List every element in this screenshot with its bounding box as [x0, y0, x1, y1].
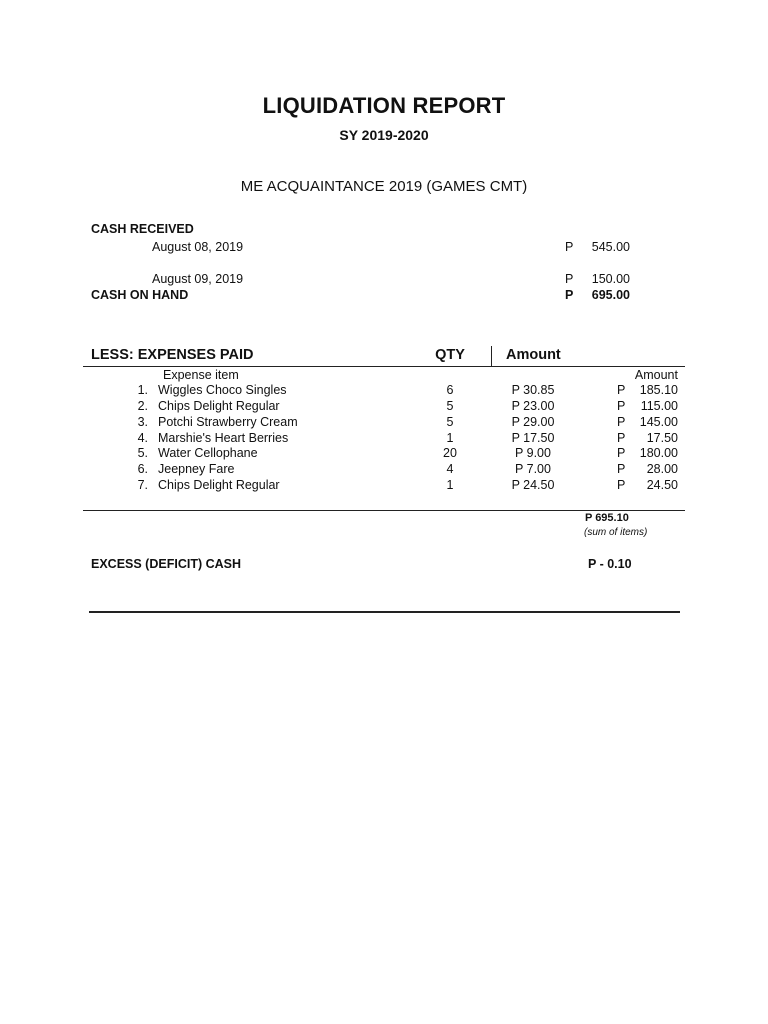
cash-received-currency: P: [565, 272, 574, 286]
cash-on-hand-currency: P: [565, 288, 574, 302]
item-amount: 145.00: [639, 415, 678, 429]
item-unit-price: P 30.85: [511, 383, 555, 397]
table-row: [0, 462, 768, 478]
item-unit-price: P 9.00: [515, 446, 551, 460]
expense-item-subheader: Expense item: [163, 368, 239, 382]
cash-on-hand-label: CASH ON HAND: [91, 288, 189, 302]
item-unit-price: P 17.50: [511, 431, 555, 445]
item-number: 6.: [137, 462, 148, 476]
table-bottom-rule: [83, 510, 685, 511]
item-currency: P: [617, 399, 626, 413]
item-number: 7.: [137, 478, 148, 492]
item-unit-price: P 24.50: [511, 478, 555, 492]
table-row: [0, 383, 768, 399]
cash-received-currency: P: [565, 240, 574, 254]
item-name: Potchi Strawberry Cream: [158, 415, 298, 429]
item-qty: 20: [443, 446, 457, 460]
item-currency: P: [617, 431, 626, 445]
item-qty: 1: [446, 478, 454, 492]
item-amount: 115.00: [640, 399, 678, 413]
item-amount: 28.00: [646, 462, 678, 476]
item-name: Chips Delight Regular: [158, 478, 280, 492]
amount-header: Amount: [506, 347, 561, 363]
qty-header: QTY: [435, 347, 465, 363]
item-qty: 1: [446, 431, 454, 445]
item-number: 3.: [137, 415, 148, 429]
item-name: Jeepney Fare: [158, 462, 235, 476]
item-currency: P: [617, 478, 626, 492]
item-number: 4.: [137, 431, 148, 445]
cash-received-date: August 08, 2019: [152, 240, 244, 254]
cash-received-amount: 150.00: [591, 272, 630, 286]
item-currency: P: [617, 446, 626, 460]
item-amount: 17.50: [646, 431, 678, 445]
item-name: Wiggles Choco Singles: [158, 383, 287, 397]
item-number: 5.: [137, 446, 148, 460]
table-row: [0, 446, 768, 462]
report-title: LIQUIDATION REPORT: [262, 93, 506, 118]
item-qty: 4: [446, 462, 454, 476]
item-qty: 5: [446, 415, 454, 429]
item-currency: P: [617, 462, 626, 476]
item-name: Marshie's Heart Berries: [158, 431, 289, 445]
item-amount: 180.00: [639, 446, 678, 460]
item-unit-price: P 7.00: [515, 462, 551, 476]
amount-subheader: Amount: [634, 368, 678, 382]
expenses-total-note: (sum of items): [584, 527, 648, 538]
excess-label: EXCESS (DEFICIT) CASH: [91, 557, 242, 571]
cash-on-hand-amount: 695.00: [591, 288, 630, 302]
header-rule: [83, 366, 685, 367]
item-unit-price: P 23.00: [511, 399, 555, 413]
expenses-total: P 695.10: [585, 512, 629, 524]
header-divider: [491, 346, 492, 366]
item-qty: 5: [446, 399, 454, 413]
table-row: [0, 478, 768, 494]
table-row: [0, 399, 768, 415]
table-row: [0, 415, 768, 431]
table-row: [0, 431, 768, 447]
item-currency: P: [617, 383, 626, 397]
item-qty: 6: [446, 383, 454, 397]
item-name: Water Cellophane: [158, 446, 258, 460]
item-name: Chips Delight Regular: [158, 399, 280, 413]
item-unit-price: P 29.00: [511, 415, 555, 429]
cash-received-label: CASH RECEIVED: [91, 222, 194, 236]
cash-received-date: August 09, 2019: [152, 272, 244, 286]
footer-rule: [89, 611, 680, 613]
item-amount: 185.10: [639, 383, 678, 397]
excess-value: P - 0.10: [588, 557, 632, 571]
cash-received-amount: 545.00: [591, 240, 630, 254]
item-number: 2.: [137, 399, 148, 413]
event-name: ME ACQUAINTANCE 2019 (GAMES CMT): [240, 178, 528, 195]
item-number: 1.: [137, 383, 148, 397]
item-amount: 24.50: [646, 478, 678, 492]
expenses-label: LESS: EXPENSES PAID: [91, 347, 254, 363]
item-currency: P: [617, 415, 626, 429]
school-year: SY 2019-2020: [339, 127, 429, 143]
